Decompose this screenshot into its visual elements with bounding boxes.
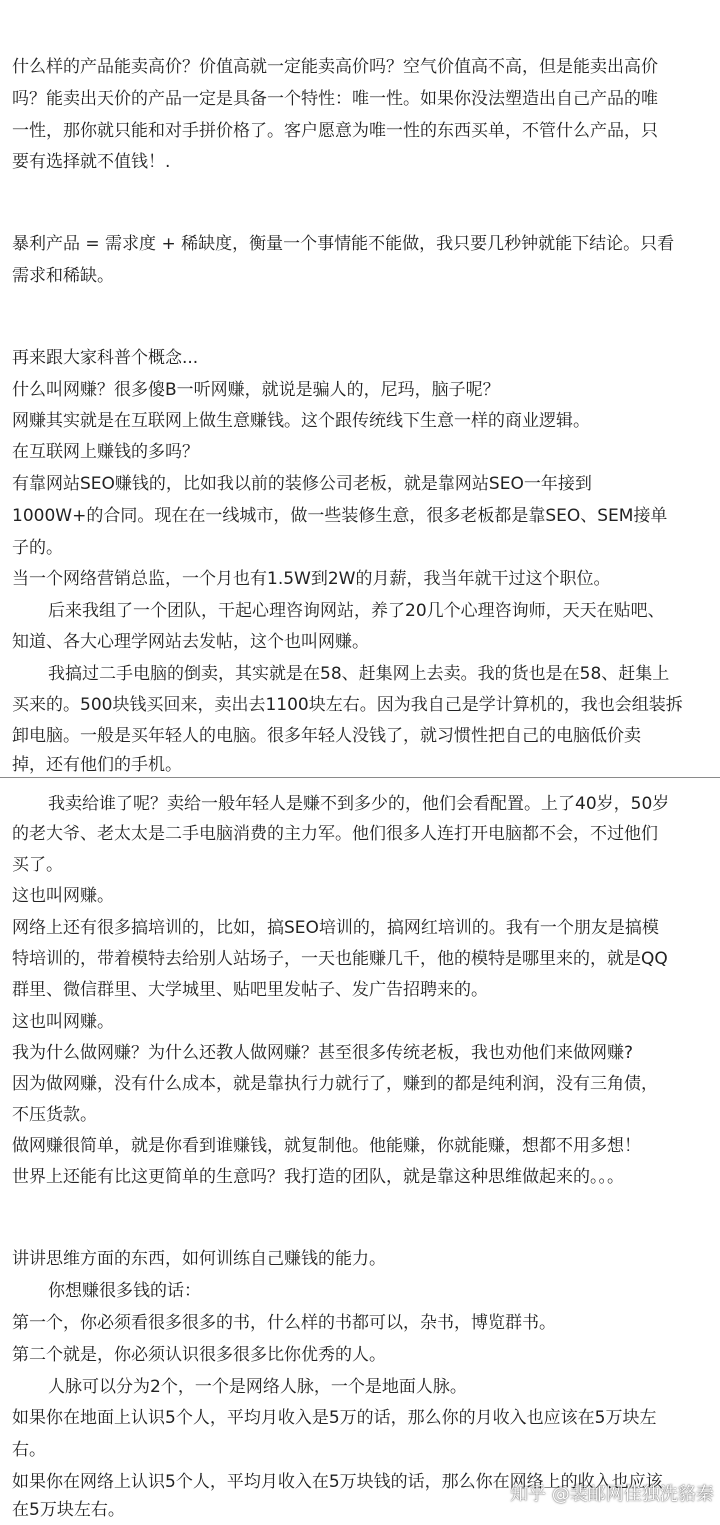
- text-line: 第二个就是，你必须认识很多很多比你优秀的人。: [12, 1345, 386, 1365]
- text-line: 这也叫网赚。: [12, 1012, 114, 1032]
- text-line: 群里、微信群里、大学城里、贴吧里发帖子、发广告招聘来的。: [12, 980, 488, 1000]
- zhihu-watermark: 知乎 @裴邮网佳独洗貉秦: [510, 1484, 714, 1505]
- text-line: 1000W+的合同。现在在一线城市，做一些装修生意，很多老板都是靠SEO、SEM接单: [12, 506, 668, 526]
- text-line: 的老大爷、老太太是二手电脑消费的主力军。他们很多人连打开电脑都不会，不过他们: [12, 824, 658, 844]
- text-line: 网络上还有很多搞培训的，比如，搞SEO培训的，搞网红培训的。我有一个朋友是搞模: [12, 918, 659, 938]
- text-line: 需求和稀缺。: [12, 266, 114, 286]
- text-line: 人脉可以分为2个，一个是网络人脉，一个是地面人脉。: [48, 1377, 467, 1397]
- text-line: 右。: [12, 1440, 46, 1460]
- text-line: 卸电脑。一般是买年轻人的电脑。很多年轻人没钱了，就习惯性把自己的电脑低价卖: [12, 726, 641, 746]
- text-line: 第一个，你必须看很多很多的书，什么样的书都可以，杂书，博览群书。: [12, 1313, 556, 1333]
- text-line: 在互联网上赚钱的多吗？: [12, 442, 199, 462]
- text-line: 子的。: [12, 538, 63, 558]
- section-divider: [0, 777, 720, 778]
- text-line: 这也叫网赚。: [12, 886, 114, 906]
- text-line: 知道、各大心理学网站去发帖，这个也叫网赚。: [12, 632, 369, 652]
- text-line: 什么样的产品能卖高价？价值高就一定能卖高价吗？空气价值高不高，但是能卖出高价: [12, 57, 658, 77]
- text-line: 有靠网站SEO赚钱的，比如我以前的装修公司老板，就是靠网站SEO一年接到: [12, 474, 592, 494]
- text-line: 暴利产品 = 需求度 + 稀缺度，衡量一个事情能不能做，我只要几秒钟就能下结论。只看: [12, 234, 675, 254]
- text-line: 如果你在地面上认识5个人，平均月收入是5万的话，那么你的月收入也应该在5万块左: [12, 1408, 657, 1428]
- text-line: 如果你在网络上认识5个人，平均月收入在5万块钱的话，那么你在网络上的收入也应该: [12, 1472, 663, 1492]
- text-line: 不压货款。: [12, 1105, 97, 1125]
- text-line: 因为做网赚，没有什么成本，就是靠执行力就行了，赚到的都是纯利润，没有三角债，: [12, 1074, 658, 1094]
- text-line: 我搞过二手电脑的倒卖，其实就是在58、赶集网上去卖。我的货也是在58、赶集上: [48, 664, 670, 684]
- text-line: 世界上还能有比这更简单的生意吗？我打造的团队，就是靠这种思维做起来的。。。: [12, 1167, 624, 1187]
- text-line: 买来的。500块钱买回来，卖出去1100块左右。因为我自己是学计算机的，我也会组装拆: [12, 695, 683, 715]
- text-line: 当一个网络营销总监，一个月也有1.5W到2W的月薪，我当年就干过这个职位。: [12, 569, 611, 589]
- text-line: 在5万块左右。: [12, 1500, 125, 1520]
- text-line: 讲讲思维方面的东西，如何训练自己赚钱的能力。: [12, 1249, 386, 1269]
- text-line: 掉，还有他们的手机。: [12, 755, 182, 775]
- text-line: 我为什么做网赚？为什么还教人做网赚？甚至很多传统老板，我也劝他们来做网赚?: [12, 1043, 634, 1063]
- text-line: 网赚其实就是在互联网上做生意赚钱。这个跟传统线下生意一样的商业逻辑。: [12, 411, 590, 431]
- text-line: 做网赚很简单，就是你看到谁赚钱，就复制他。他能赚，你就能赚，想都不用多想！: [12, 1136, 641, 1156]
- text-line: 我卖给谁了呢？卖给一般年轻人是赚不到多少的，他们会看配置。上了40岁，50岁: [48, 794, 670, 814]
- text-line: 什么叫网赚？很多傻B一听网赚，就说是骗人的，尼玛，脑子呢？: [12, 380, 500, 400]
- text-line: 买了。: [12, 855, 63, 875]
- text-line: 一性，那你就只能和对手拼价格了。客户愿意为唯一性的东西买单，不管什么产品，只: [12, 121, 658, 141]
- text-line: 你想赚很多钱的话：: [48, 1281, 201, 1301]
- text-line: 特培训的，带着模特去给别人站场子，一天也能赚几千，他的模特是哪里来的，就是QQ: [12, 949, 668, 969]
- text-line: 要有选择就不值钱！.: [12, 152, 171, 172]
- text-line: 再来跟大家科普个概念...: [12, 348, 199, 368]
- text-line: 后来我组了一个团队，干起心理咨询网站，养了20几个心理咨询师，天天在贴吧、: [48, 601, 665, 621]
- text-line: 吗？能卖出天价的产品一定是具备一个特性：唯一性。如果你没法塑造出自己产品的唯: [12, 89, 658, 109]
